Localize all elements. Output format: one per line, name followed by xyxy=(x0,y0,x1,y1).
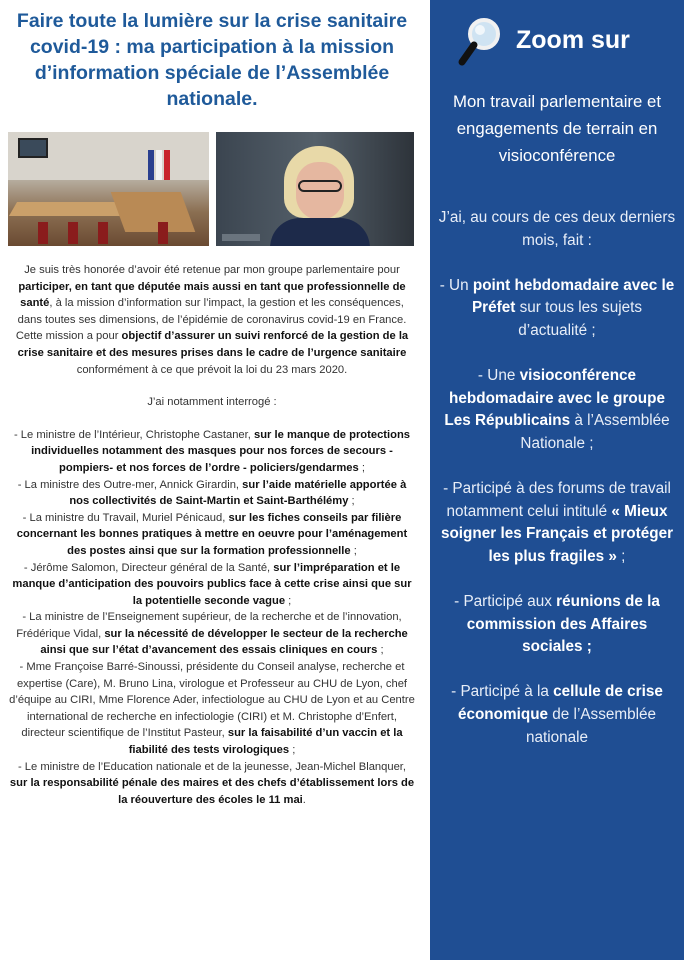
list-item: - La ministre du Travail, Muriel Pénicaud, sur les fiches conseils par filière concernant les bonnes pratiques à mettre en oeuvre pour l’aménagement des postes ainsi que sur la formation professionnelle ; xyxy=(16,511,408,557)
zoom-point: - Un point hebdomadaire avec le Préfet sur tous les sujets d’actualité ; xyxy=(439,276,675,339)
videoconference-photo xyxy=(216,132,414,246)
list-item: - Le ministre de l’Education nationale et de la jeunesse, Jean-Michel Blanquer, sur la responsabilité pénale des maires et des chefs d’établissement lors de la réouverture des écoles le 11 mai. xyxy=(9,760,415,806)
list-item: - Mme Françoise Barré-Sinoussi, présidente du Conseil analyse, recherche et expertise (Care), M. Bruno Lina, virologue et Professeur au CHU de Lyon, chef d’équipe au CIRI, Mme Florence Ader, infectiologue au CHU de Lyon et au Centre international de recherche en infectiologie (CIRI) et M. Christophe d’Enfert, directeur scientifique de l’Institut Pasteur, sur la faisabilité d’un vaccin et la fiabilité des tests virologiques ; xyxy=(9,661,415,757)
list-item: - Jérôme Salomon, Directeur général de la Santé, sur l’impréparation et le manque d’anticipation des pouvoirs publics face à cette crise ainsi que sur la potentielle seconde vague ; xyxy=(12,561,412,607)
intro-paragraph: Je suis très honorée d’avoir été retenue par mon groupe parlementaire pour participer, en tant que députée mais aussi en tant que professionnelle de santé, à la mission d’information sur l’impact, la gestion et les conséquences, dans toutes ses dimensions, de l’épidémie de coronavirus covid-19 en France. Cette mission a pour objectif d’assurer un suivi renforcé de la gestion de la crise sanitaire et des mesures prises dans le cadre de l’urgence sanitaire conformément à ce que prévoit la loi du 23 mars 2020. xyxy=(15,264,409,376)
magnifier-icon xyxy=(456,16,504,68)
list-item: - Le ministre de l’Intérieur, Christophe Castaner, sur le manque de protections individuelles notamment des masques pour nos forces de secours -pompiers- et nos forces de l’ordre - policiers/gendarmes ; xyxy=(13,428,411,474)
zoom-point: - Participé à des forums de travail notamment celui intitulé « Mieux soigner les Français et protéger les plus fragiles » ; xyxy=(440,480,674,565)
list-item: - La ministre de l’Enseignement supérieur, de la recherche et de l’innovation, Frédérique Vidal, sur la nécessité de développer le secteur de la recherche ainsi que sur l’état d’avancement des essais cliniques en cours ; xyxy=(16,611,408,657)
interrogation-heading: J’ai notamment interrogé : xyxy=(147,396,277,409)
zoom-lead: J’ai, au cours de ces deux derniers mois, fait : xyxy=(438,209,676,249)
zoom-subtitle: Mon travail parlementaire et engagements de terrain en visioconférence xyxy=(453,92,661,165)
zoom-title: Zoom sur xyxy=(516,26,630,54)
list-item: - La ministre des Outre-mer, Annick Girardin, sur l’aide matérielle apportée à nos collectivités de Saint-Martin et Saint-Barthélémy ; xyxy=(17,478,407,508)
zoom-point: - Participé à la cellule de crise économique de l’Assemblée nationale xyxy=(451,683,663,746)
page-title: Faire toute la lumière sur la crise sanitaire covid-19 : ma participation à la mission d’information spéciale de l’Assemblée nationale. xyxy=(16,10,408,110)
article-body xyxy=(8,262,416,808)
zoom-point: - Une visioconférence hebdomadaire avec le groupe Les Républicains à l’Assemblée Nationale ; xyxy=(444,367,670,452)
zoom-content xyxy=(436,88,678,749)
zoom-header xyxy=(452,14,672,70)
assembly-room-photo xyxy=(8,132,209,246)
zoom-point: - Participé aux réunions de la commission des Affaires sociales ; xyxy=(454,593,660,656)
